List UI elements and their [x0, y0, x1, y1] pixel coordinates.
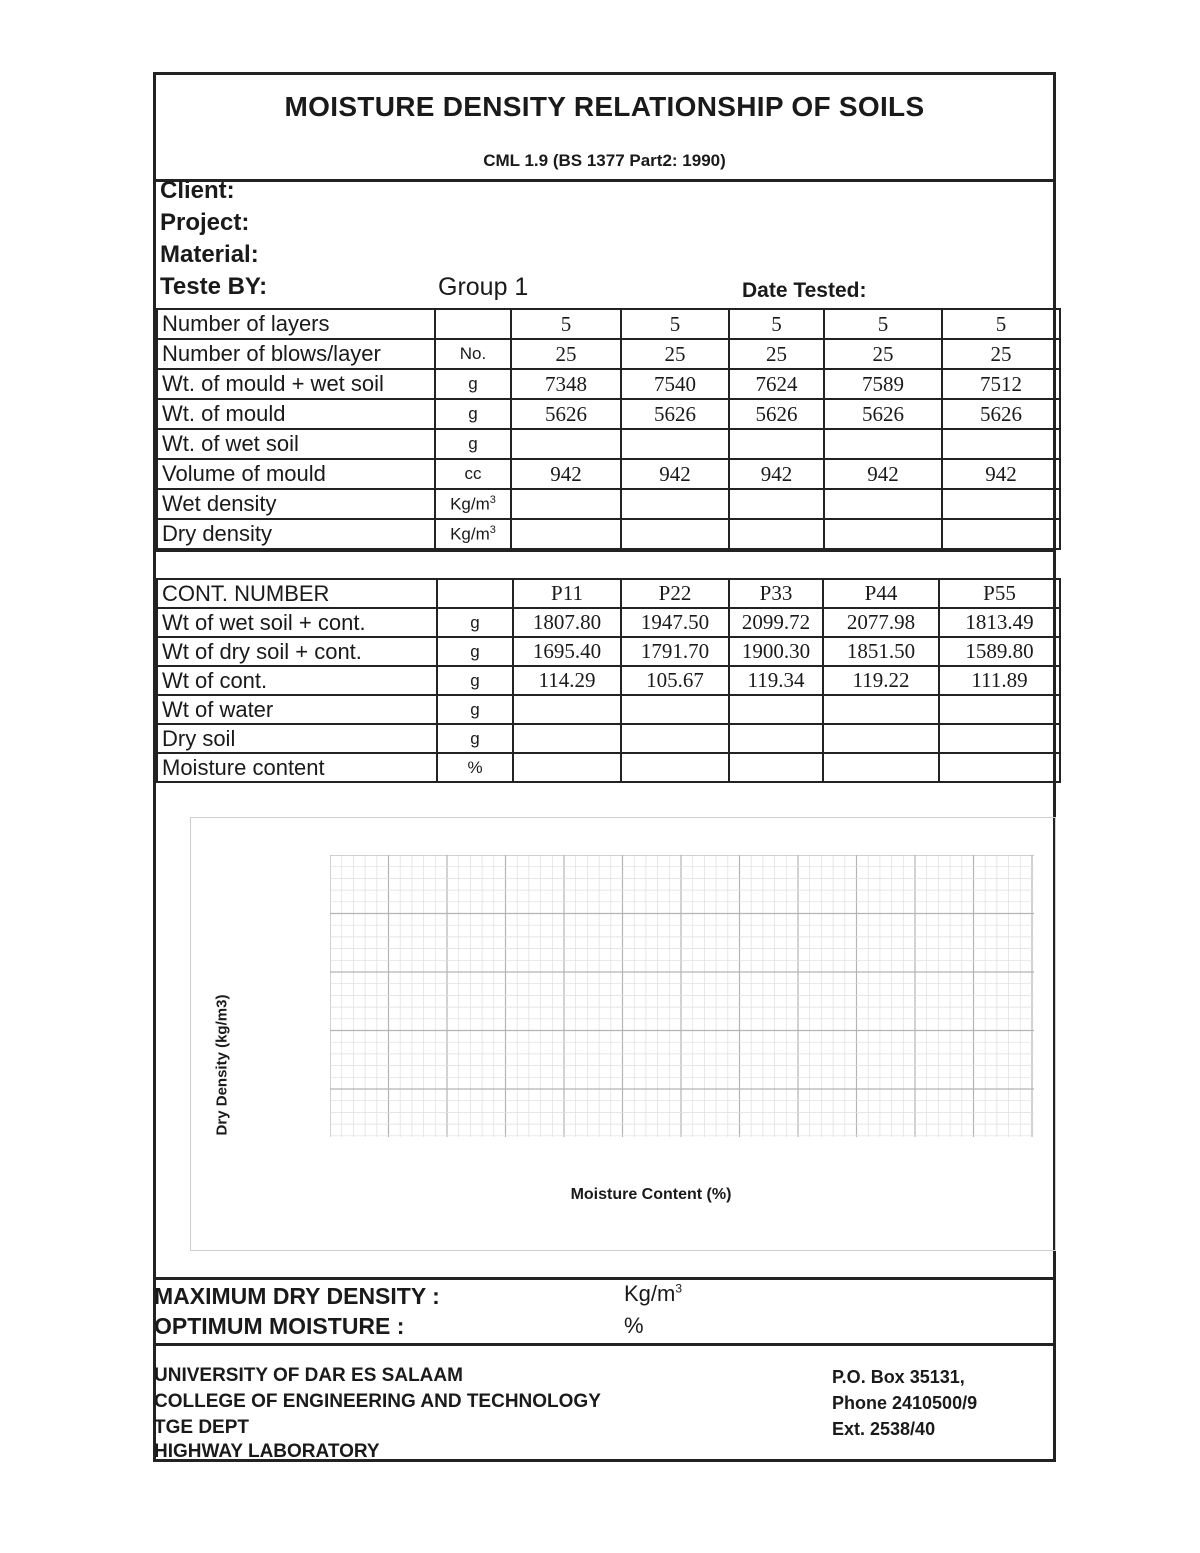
graph-x-axis-label: Moisture Content (%)	[570, 1186, 732, 1203]
graph-y-axis-label: Dry Density (kg/m3)	[213, 994, 231, 1136]
density-row-unit: cc	[435, 459, 511, 489]
density-cell: 7348	[511, 369, 621, 399]
density-row-unit: g	[435, 399, 511, 429]
moisture-cell	[621, 695, 729, 724]
density-cell: 5	[824, 309, 942, 339]
density-cell	[511, 429, 621, 459]
density-row-unit: g	[435, 369, 511, 399]
footer-extension: Ext. 2538/40	[832, 1419, 936, 1439]
moisture-row	[157, 753, 1060, 782]
moisture-cell: P55	[939, 579, 1060, 608]
moisture-cell: 1947.50	[621, 608, 729, 637]
moisture-cell	[729, 753, 823, 782]
moisture-cell	[513, 753, 621, 782]
density-cell: 5626	[824, 399, 942, 429]
moisture-cell: P33	[729, 579, 823, 608]
moisture-cell: 119.22	[823, 666, 939, 695]
moisture-cell: 2077.98	[823, 608, 939, 637]
max-dry-density-unit: $Kg/m^3$	[624, 1281, 683, 1306]
density-row	[157, 309, 1060, 339]
density-cell: 5626	[729, 399, 824, 429]
form-title: MOISTURE DENSITY RELATIONSHIP OF SOILS	[284, 91, 925, 122]
moisture-cell: 1900.30	[729, 637, 823, 666]
density-row-label: Wt. of wet soil	[157, 429, 435, 459]
tested-by-value: Group 1	[438, 273, 529, 301]
moisture-cell	[823, 724, 939, 753]
density-cell	[511, 489, 621, 519]
moisture-cell	[513, 695, 621, 724]
moisture-row	[157, 579, 1060, 608]
graph-paper-grid	[330, 855, 1034, 1137]
density-cell: 7540	[621, 369, 729, 399]
density-cell	[942, 429, 1060, 459]
density-cell: 5626	[621, 399, 729, 429]
density-cell	[729, 429, 824, 459]
density-cell	[621, 519, 729, 549]
date-tested-label: Date Tested:	[742, 279, 867, 302]
moisture-cell	[729, 724, 823, 753]
density-cell	[729, 489, 824, 519]
results-divider	[156, 1277, 1053, 1280]
density-row	[157, 519, 1060, 549]
moisture-table	[156, 578, 1061, 783]
moisture-row	[157, 724, 1060, 753]
moisture-row-label: Wt of wet soil + cont.	[157, 608, 437, 637]
moisture-cell: 114.29	[513, 666, 621, 695]
footer-college: COLLEGE OF ENGINEERING AND TECHNOLOGY	[154, 1391, 601, 1412]
moisture-cell	[823, 753, 939, 782]
moisture-cell	[729, 695, 823, 724]
density-row	[157, 429, 1060, 459]
material-label: Material:	[160, 241, 259, 268]
moisture-cell	[939, 753, 1060, 782]
footer-laboratory: HIGHWAY LABORATORY	[154, 1441, 380, 1462]
client-label: Client:	[160, 177, 235, 204]
density-row	[157, 489, 1060, 519]
footer-po-box: P.O. Box 35131,	[832, 1367, 965, 1387]
density-row	[157, 459, 1060, 489]
moisture-cell	[621, 753, 729, 782]
moisture-row-label: Wt of water	[157, 695, 437, 724]
density-cell: 942	[511, 459, 621, 489]
moisture-cell: 1695.40	[513, 637, 621, 666]
density-row-label: Wt. of mould + wet soil	[157, 369, 435, 399]
moisture-row	[157, 666, 1060, 695]
moisture-row	[157, 695, 1060, 724]
moisture-cell: 1791.70	[621, 637, 729, 666]
moisture-row	[157, 637, 1060, 666]
moisture-row-label: Moisture content	[157, 753, 437, 782]
moisture-row-label: Wt of cont.	[157, 666, 437, 695]
moisture-cell: 1851.50	[823, 637, 939, 666]
footer-phone: Phone 2410500/9	[832, 1393, 978, 1413]
density-cell: 5626	[942, 399, 1060, 429]
density-cell: 942	[729, 459, 824, 489]
moisture-cell: 1589.80	[939, 637, 1060, 666]
density-row-label: Dry density	[157, 519, 435, 549]
moisture-cell	[939, 695, 1060, 724]
density-cell: 5	[729, 309, 824, 339]
moisture-row-unit: g	[437, 695, 513, 724]
moisture-row-unit: g	[437, 637, 513, 666]
density-cell	[824, 519, 942, 549]
density-cell: 942	[942, 459, 1060, 489]
moisture-cell: 1813.49	[939, 608, 1060, 637]
density-row-label: Number of blows/layer	[157, 339, 435, 369]
tested-by-label: Teste BY:	[160, 273, 268, 300]
test-form	[153, 72, 1056, 1462]
moisture-row-label: Wt of dry soil + cont.	[157, 637, 437, 666]
project-label: Project:	[160, 209, 250, 236]
form-subtitle: CML 1.9 (BS 1377 Part2: 1990)	[483, 151, 726, 170]
density-cell: 25	[729, 339, 824, 369]
density-row-unit: No.	[435, 339, 511, 369]
density-cell: 25	[511, 339, 621, 369]
optimum-moisture-unit: %	[624, 1313, 644, 1338]
moisture-row-unit: g	[437, 724, 513, 753]
moisture-row-label: Dry soil	[157, 724, 437, 753]
footer-university: UNIVERSITY OF DAR ES SALAAM	[154, 1365, 463, 1386]
density-cell: 7624	[729, 369, 824, 399]
moisture-cell: 2099.72	[729, 608, 823, 637]
density-cell: 942	[824, 459, 942, 489]
footer-department: TGE DEPT	[154, 1417, 250, 1438]
table-divider	[156, 549, 1053, 552]
density-row-unit	[435, 309, 511, 339]
max-dry-density-label: MAXIMUM DRY DENSITY :	[154, 1283, 440, 1309]
density-cell	[729, 519, 824, 549]
moisture-cell: 111.89	[939, 666, 1060, 695]
density-row-unit: g	[435, 429, 511, 459]
density-row	[157, 369, 1060, 399]
density-table	[156, 308, 1061, 550]
moisture-row	[157, 608, 1060, 637]
density-row-label: Wet density	[157, 489, 435, 519]
moisture-row-unit: %	[437, 753, 513, 782]
moisture-row-label: CONT. NUMBER	[157, 579, 437, 608]
density-row-label: Volume of mould	[157, 459, 435, 489]
moisture-cell: 119.34	[729, 666, 823, 695]
optimum-moisture-label: OPTIMUM MOISTURE :	[154, 1313, 405, 1339]
header-divider	[156, 179, 1053, 182]
density-row-label: Number of layers	[157, 309, 435, 339]
moisture-row-unit: g	[437, 666, 513, 695]
density-cell: 5	[511, 309, 621, 339]
density-cell	[621, 429, 729, 459]
density-cell: 5626	[511, 399, 621, 429]
density-cell: 942	[621, 459, 729, 489]
moisture-row-unit	[437, 579, 513, 608]
density-row	[157, 339, 1060, 369]
density-cell	[824, 429, 942, 459]
density-row-label: Wt. of mould	[157, 399, 435, 429]
density-cell: 5	[621, 309, 729, 339]
density-cell	[621, 489, 729, 519]
footer-divider	[156, 1343, 1053, 1346]
moisture-cell	[513, 724, 621, 753]
density-cell: 7512	[942, 369, 1060, 399]
moisture-cell	[939, 724, 1060, 753]
density-row-unit: $Kg/m^3$	[435, 519, 511, 549]
density-cell	[942, 519, 1060, 549]
density-cell: 5	[942, 309, 1060, 339]
density-cell: 25	[621, 339, 729, 369]
density-cell	[511, 519, 621, 549]
moisture-cell: 105.67	[621, 666, 729, 695]
moisture-cell	[823, 695, 939, 724]
density-cell	[942, 489, 1060, 519]
moisture-cell: P44	[823, 579, 939, 608]
moisture-cell	[621, 724, 729, 753]
moisture-row-unit: g	[437, 608, 513, 637]
moisture-cell: 1807.80	[513, 608, 621, 637]
density-cell	[824, 489, 942, 519]
density-row	[157, 399, 1060, 429]
moisture-cell: P11	[513, 579, 621, 608]
density-row-unit: $Kg/m^3$	[435, 489, 511, 519]
density-cell: 25	[942, 339, 1060, 369]
moisture-cell: P22	[621, 579, 729, 608]
density-cell: 25	[824, 339, 942, 369]
density-cell: 7589	[824, 369, 942, 399]
